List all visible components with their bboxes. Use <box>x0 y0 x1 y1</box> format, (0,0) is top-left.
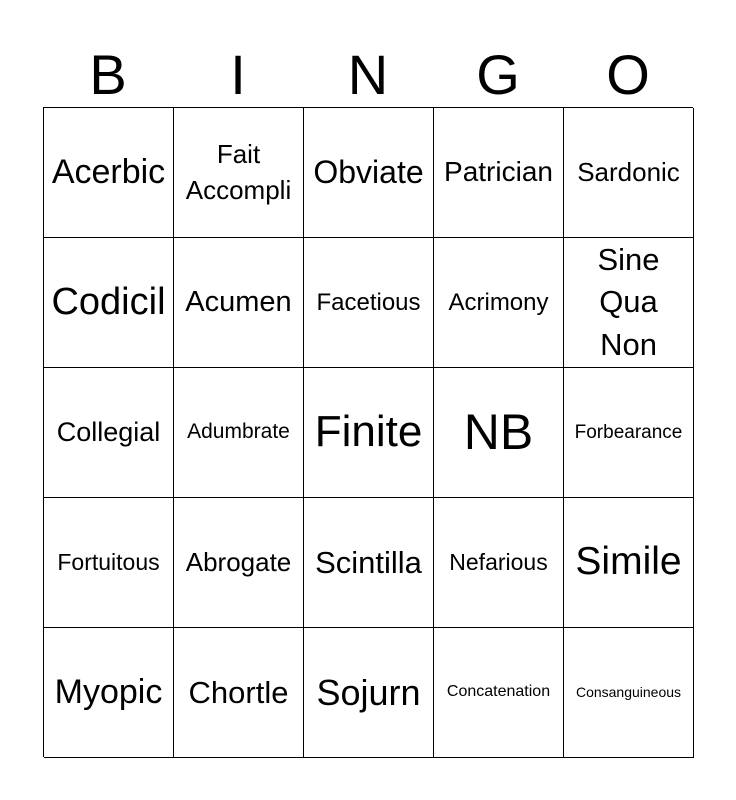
header-letter-g: G <box>476 43 520 106</box>
cell-word: Sine Qua Non <box>597 242 660 362</box>
bingo-cell[interactable] <box>44 108 174 238</box>
cell-word: Collegial <box>56 416 161 447</box>
bingo-cell[interactable] <box>44 368 174 498</box>
cell-word: Chortle <box>188 674 289 710</box>
cell-word: Nefarious <box>449 549 548 576</box>
cell-word: Scintilla <box>315 544 422 580</box>
bingo-cell[interactable] <box>44 498 174 628</box>
cell-word: Forbearance <box>574 421 683 443</box>
bingo-cell[interactable] <box>434 238 564 368</box>
bingo-cell[interactable] <box>174 498 304 628</box>
header-letter-o: O <box>606 43 650 106</box>
cell-word: Patrician <box>444 156 553 188</box>
cell-word: NB <box>463 403 534 460</box>
cell-word: Sojurn <box>316 671 421 713</box>
cell-word: Myopic <box>54 672 163 711</box>
cell-word: Concatenation <box>446 683 551 701</box>
cell-word: Codicil <box>51 280 166 323</box>
cell-word: Facetious <box>316 288 421 316</box>
cell-word: Simile <box>575 540 682 584</box>
cell-word: Obviate <box>313 154 424 191</box>
cell-word: Sardonic <box>577 156 680 187</box>
bingo-header <box>43 44 693 106</box>
cell-word: Acumen <box>185 285 292 318</box>
cell-word: Acerbic <box>51 152 166 191</box>
bingo-cell[interactable] <box>564 498 694 628</box>
bingo-cell[interactable] <box>564 108 694 238</box>
bingo-cell[interactable] <box>304 498 434 628</box>
cell-word: Acrimony <box>448 288 549 316</box>
cell-word: Finite <box>314 407 423 457</box>
header-letter-b: B <box>89 43 127 106</box>
cell-word: Abrogate <box>185 546 292 577</box>
bingo-cell[interactable] <box>174 368 304 498</box>
cell-word: Fait Accompli <box>185 138 292 205</box>
header-letter-i: I <box>230 43 246 106</box>
bingo-cell[interactable] <box>434 108 564 238</box>
cell-word: Consanguineous <box>575 684 682 701</box>
bingo-cell[interactable] <box>174 628 304 758</box>
bingo-cell[interactable] <box>434 628 564 758</box>
bingo-cell[interactable] <box>304 628 434 758</box>
bingo-cell[interactable] <box>304 368 434 498</box>
bingo-cell[interactable] <box>564 368 694 498</box>
bingo-cell[interactable] <box>564 238 694 368</box>
bingo-cell[interactable] <box>304 238 434 368</box>
bingo-cell[interactable] <box>434 368 564 498</box>
bingo-cell[interactable] <box>174 108 304 238</box>
bingo-cell[interactable] <box>434 498 564 628</box>
bingo-board <box>43 107 693 757</box>
cell-word: Adumbrate <box>187 420 290 444</box>
bingo-cell[interactable] <box>564 628 694 758</box>
cell-word: Fortuitous <box>57 549 160 576</box>
bingo-cell[interactable] <box>174 238 304 368</box>
header-letter-n: N <box>347 43 389 106</box>
bingo-cell[interactable] <box>44 238 174 368</box>
bingo-cell[interactable] <box>304 108 434 238</box>
bingo-cell[interactable] <box>44 628 174 758</box>
